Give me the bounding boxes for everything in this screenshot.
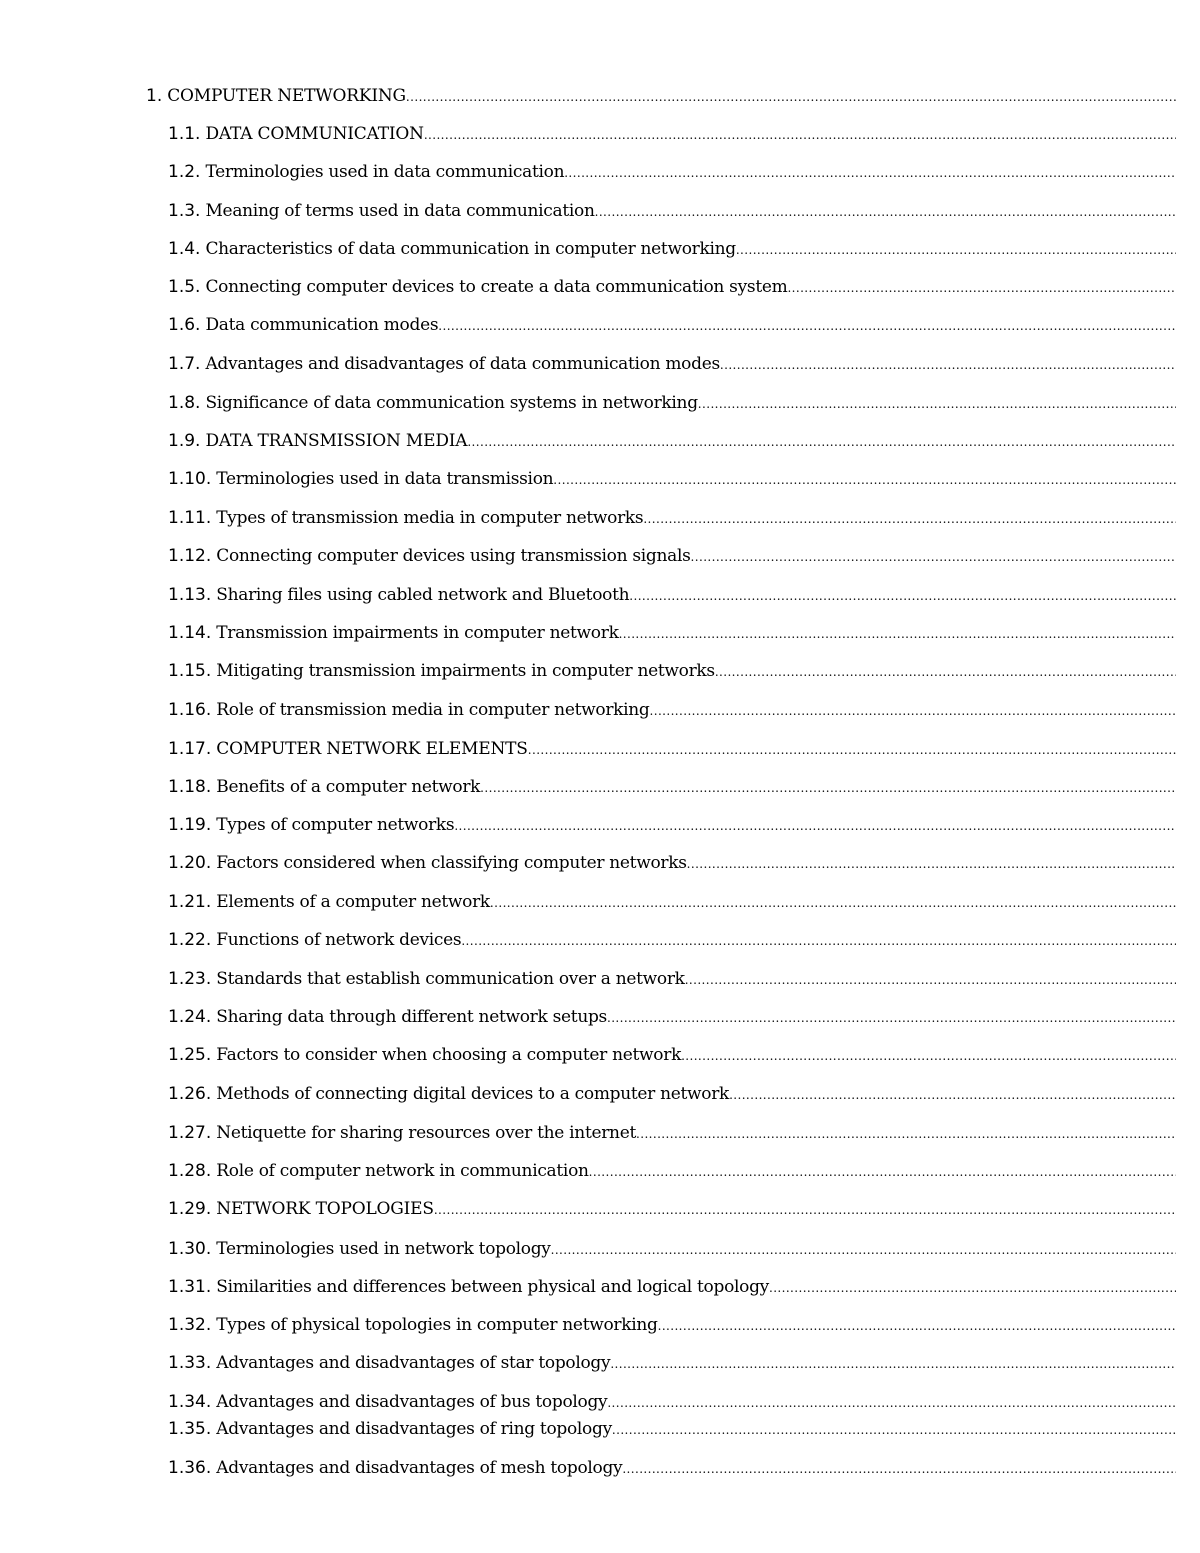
dot-leader (636, 1119, 1176, 1148)
toc-entry-number: 1.7. (168, 354, 201, 374)
toc-entry-number: 1. (146, 86, 163, 106)
toc-entry-number: 1.25. (168, 1045, 212, 1065)
dot-leader (551, 1235, 1176, 1264)
toc-entry-title: COMPUTER NETWORK ELEMENTS (216, 739, 528, 759)
toc-entry-1-7[interactable] (168, 349, 1176, 379)
toc-entry-title: Types of transmission media in computer networks (216, 508, 644, 528)
dot-leader (589, 1157, 1176, 1186)
toc-entry-title: Connecting computer devices using transmission signals (216, 546, 691, 566)
toc-entry-title: Advantages and disadvantages of bus topology (216, 1392, 608, 1412)
toc-entry-title: Factors to consider when choosing a computer network (216, 1045, 682, 1065)
toc-entry-title: Terminologies used in data communication (205, 162, 565, 182)
dot-leader (490, 888, 1176, 917)
toc-entry-title: Significance of data communication systems in networking (205, 393, 698, 413)
toc-entry-number: 1.15. (168, 661, 212, 681)
toc-entry-number: 1.34. (168, 1392, 212, 1412)
toc-entry-title: Role of transmission media in computer networking (216, 700, 650, 720)
toc-entry-number: 1.4. (168, 239, 201, 259)
dot-leader (736, 235, 1176, 264)
toc-entry-title: DATA TRANSMISSION MEDIA (205, 431, 468, 451)
toc-entry-1-12[interactable] (168, 541, 1176, 571)
dot-leader (658, 1311, 1176, 1340)
toc-entry-title: COMPUTER NETWORKING (167, 86, 406, 106)
toc-entry-title: Connecting computer devices to create a data communication system (205, 277, 788, 297)
toc-entry-number: 1.8. (168, 393, 201, 413)
toc-entry-1-3[interactable] (168, 196, 1176, 226)
toc-entry-1-16[interactable] (168, 695, 1176, 725)
toc-entry-1-8[interactable] (168, 388, 1176, 418)
dot-leader (720, 350, 1176, 379)
dot-leader (622, 1454, 1176, 1483)
dot-leader (650, 696, 1176, 725)
toc-entry-number: 1.3. (168, 201, 201, 221)
toc-entry-1[interactable] (146, 81, 1176, 111)
dot-leader (480, 773, 1176, 802)
toc-entry-1-31[interactable] (168, 1272, 1176, 1302)
toc-entry-title: Elements of a computer network (216, 892, 490, 912)
toc-entry-1-20[interactable] (168, 848, 1176, 878)
toc-entry-number: 1.29. (168, 1199, 212, 1219)
toc-entry-title: Advantages and disadvantages of star topology (216, 1353, 611, 1373)
toc-entry-number: 1.21. (168, 892, 212, 912)
dot-leader (528, 735, 1176, 764)
toc-entry-1-11[interactable] (168, 503, 1176, 533)
toc-entry-title: Data communication modes (205, 315, 439, 335)
toc-entry-number: 1.12. (168, 546, 212, 566)
toc-entry-title: Types of computer networks (216, 815, 455, 835)
toc-entry-1-17[interactable] (168, 734, 1176, 764)
dot-leader (769, 1273, 1176, 1302)
toc-entry-number: 1.16. (168, 700, 212, 720)
dot-leader (643, 504, 1176, 533)
toc-entry-1-28[interactable] (168, 1156, 1176, 1186)
toc-entry-title: Factors considered when classifying computer networks (216, 853, 687, 873)
toc-entry-title: Advantages and disadvantages of data communication modes (205, 354, 720, 374)
toc-entry-title: Meaning of terms used in data communication (205, 201, 595, 221)
toc-entry-number: 1.10. (168, 469, 212, 489)
dot-leader (424, 120, 1176, 149)
toc-entry-title: Similarities and differences between physical and logical topology (216, 1277, 769, 1297)
dot-leader (685, 965, 1176, 994)
toc-entry-1-24[interactable] (168, 1002, 1176, 1032)
toc-entry-title: Transmission impairments in computer network (216, 623, 619, 643)
toc-entry-1-21[interactable] (168, 887, 1176, 917)
toc-entry-number: 1.26. (168, 1084, 212, 1104)
toc-entry-1-26[interactable] (168, 1079, 1176, 1109)
toc-entry-title: Advantages and disadvantages of mesh topology (216, 1458, 623, 1478)
toc-entry-title: NETWORK TOPOLOGIES (216, 1199, 434, 1219)
toc-entry-number: 1.28. (168, 1161, 212, 1181)
toc-entry-number: 1.17. (168, 739, 212, 759)
dot-leader (687, 849, 1176, 878)
toc-entry-number: 1.5. (168, 277, 201, 297)
dot-leader (698, 389, 1176, 418)
dot-leader (406, 82, 1176, 111)
dot-leader (438, 311, 1176, 340)
toc-entry-number: 1.18. (168, 777, 212, 797)
toc-entry-number: 1.11. (168, 508, 212, 528)
toc-entry-title: Methods of connecting digital devices to a computer network (216, 1084, 730, 1104)
toc-entry-number: 1.2. (168, 162, 201, 182)
dot-leader (787, 273, 1176, 302)
toc-entry-1-23[interactable] (168, 964, 1176, 994)
toc-entry-1-10[interactable] (168, 464, 1176, 494)
toc-entry-1-34[interactable] (168, 1387, 1176, 1417)
toc-entry-1-4[interactable] (168, 234, 1176, 264)
toc-entry-number: 1.19. (168, 815, 212, 835)
toc-entry-title: Functions of network devices (216, 930, 462, 950)
toc-entry-title: Benefits of a computer network (216, 777, 481, 797)
toc-entry-1-27[interactable] (168, 1118, 1176, 1148)
dot-leader (729, 1080, 1176, 1109)
toc-entry-number: 1.33. (168, 1353, 212, 1373)
toc-entry-number: 1.27. (168, 1123, 212, 1143)
toc-entry-1-6[interactable] (168, 310, 1176, 340)
dot-leader (595, 197, 1176, 226)
toc-entry-number: 1.32. (168, 1315, 212, 1335)
toc-entry-number: 1.13. (168, 585, 212, 605)
toc-entry-1-19[interactable] (168, 810, 1176, 840)
toc-entry-1-18[interactable] (168, 772, 1176, 802)
toc-entry-1-5[interactable] (168, 272, 1176, 302)
toc-entry-title: Advantages and disadvantages of ring topology (216, 1419, 612, 1439)
toc-entry-1-33[interactable] (168, 1348, 1176, 1378)
toc-entry-title: Mitigating transmission impairments in computer networks (216, 661, 715, 681)
dot-leader (612, 1415, 1176, 1444)
toc-entry-title: Netiquette for sharing resources over the internet (216, 1123, 637, 1143)
toc-entry-number: 1.23. (168, 969, 212, 989)
dot-leader (467, 427, 1176, 456)
toc-entry-1-29[interactable] (168, 1194, 1176, 1224)
toc-entry-number: 1.9. (168, 431, 201, 451)
toc-entry-title: Standards that establish communication over a network (216, 969, 685, 989)
dot-leader (629, 581, 1176, 610)
dot-leader (715, 657, 1176, 686)
toc-entry-1-32[interactable] (168, 1310, 1176, 1340)
toc-entry-number: 1.14. (168, 623, 212, 643)
toc-entry-1-30[interactable] (168, 1234, 1176, 1264)
toc-entry-title: Role of computer network in communication (216, 1161, 589, 1181)
dot-leader (607, 1003, 1176, 1032)
toc-entry-number: 1.20. (168, 853, 212, 873)
toc-entry-title: Sharing files using cabled network and Bluetooth (216, 585, 630, 605)
toc-entry-1-13[interactable] (168, 580, 1176, 610)
toc-entry-number: 1.35. (168, 1419, 212, 1439)
dot-leader (691, 542, 1176, 571)
dot-leader (564, 158, 1176, 187)
toc-entry-1-15[interactable] (168, 656, 1176, 686)
toc-entry-title: Types of physical topologies in computer networking (216, 1315, 658, 1335)
toc-entry-number: 1.24. (168, 1007, 212, 1027)
toc-entry-number: 1.6. (168, 315, 201, 335)
toc-entry-number: 1.31. (168, 1277, 212, 1297)
dot-leader (461, 926, 1176, 955)
toc-entry-title: Sharing data through different network setups (216, 1007, 607, 1027)
toc-entry-title: Terminologies used in network topology (216, 1239, 551, 1259)
toc-entry-1-22[interactable] (168, 925, 1176, 955)
toc-entry-1-9[interactable] (168, 426, 1176, 456)
toc-entry-title: Characteristics of data communication in computer networking (205, 239, 736, 259)
toc-entry-1-1[interactable] (168, 119, 1176, 149)
toc-entry-1-35[interactable] (168, 1414, 1176, 1444)
toc-entry-number: 1.22. (168, 930, 212, 950)
toc-entry-title: Terminologies used in data transmission (216, 469, 554, 489)
dot-leader (610, 1349, 1176, 1378)
dot-leader (434, 1195, 1176, 1224)
toc-entry-1-14[interactable] (168, 618, 1176, 648)
dot-leader (553, 465, 1176, 494)
toc-entry-number: 1.30. (168, 1239, 212, 1259)
dot-leader (607, 1388, 1176, 1417)
dot-leader (619, 619, 1176, 648)
toc-entry-number: 1.36. (168, 1458, 212, 1478)
toc-entry-1-25[interactable] (168, 1040, 1176, 1070)
toc-entry-title: DATA COMMUNICATION (205, 124, 424, 144)
toc-entry-1-36[interactable] (168, 1453, 1176, 1483)
dot-leader (454, 811, 1176, 840)
toc-entry-1-2[interactable] (168, 157, 1176, 187)
dot-leader (681, 1041, 1176, 1070)
toc-entry-number: 1.1. (168, 124, 201, 144)
